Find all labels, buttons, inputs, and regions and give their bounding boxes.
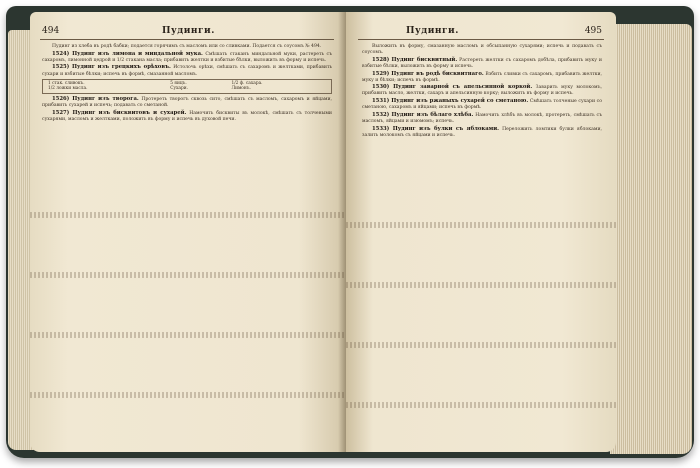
recipe-title: 1530) Пудинг заварной съ апельсинной коркой. <box>372 84 533 91</box>
box-cell: 1 стак. сливокъ. <box>48 80 85 86</box>
box-cell: 5 яицъ. <box>170 80 187 86</box>
right-running-head: Пудинги. <box>406 26 459 36</box>
right-page-number: 495 <box>584 26 602 36</box>
right-intro: Выложить въ форму, смазанную масломъ и обсыпанную сухарями; испечь и подавать съ соусомъ. <box>362 44 602 56</box>
recipe-text: Намочить хлѣбъ въ молокѣ, протереть, смѣшать съ масломъ, яйцами и изюмомъ; испечь. <box>362 112 602 124</box>
text-texture <box>346 282 616 288</box>
box-cell: Лимонъ. <box>231 86 251 92</box>
right-header-rule <box>358 39 604 40</box>
text-texture <box>30 212 346 218</box>
text-texture <box>30 392 346 398</box>
ingredients-box <box>42 79 332 94</box>
recipe-text: Смѣшать толченые сухари со сметаною, сахаромъ и яйцами; испечь въ формѣ. <box>362 99 602 111</box>
left-page-body <box>42 44 332 123</box>
left-intro: Пудинг из хлеба въ родѣ бабки; подается горячимъ съ масломъ или со сливками. Подается съ соусомъ № 494. <box>52 44 322 49</box>
recipe-text: Растереть желтки съ сахаромъ добѣла, прибавить муку и взбитые бѣлки, выложить въ форму и испечь. <box>362 57 602 69</box>
right-page-body <box>362 44 602 139</box>
recipe-text: Истолочь орѣхи, смѣшать съ сахаромъ и желтками, прибавить сухари и взбитые бѣлки; испечь въ формѣ, смазанной масломъ. <box>42 65 333 77</box>
recipe-text: Заварить муку молокомъ, прибавить масло, желтки, сахаръ и апельсинную корку; выложить въ форму и испечь. <box>362 85 602 97</box>
recipe-title: 1531) Пудинг изъ ржаныхъ сухарей со сметаною. <box>372 98 529 105</box>
box-cell: 1/2 ложки масла. <box>48 86 88 92</box>
recipe-title: 1527) Пудинг изъ бисквитовъ и сухарей. <box>52 109 187 116</box>
left-running-head: Пудинги. <box>162 26 215 36</box>
recipe-title: 1526) Пудинг изъ творога. <box>52 95 139 102</box>
box-cell: Сухари. <box>170 86 188 92</box>
right-page-edges <box>610 24 692 454</box>
recipe-title: 1524) Пудинг изъ лимона и миндальной мука. <box>52 50 203 57</box>
open-book <box>6 6 694 458</box>
left-page <box>30 12 346 452</box>
right-page <box>346 12 616 452</box>
recipe-text: Намочить бисквиты въ молокѣ, смѣшать съ толчеными сухарями, масломъ и желтками, положить въ форму и испечь въ духовой печи. <box>42 110 332 122</box>
text-texture <box>346 402 616 408</box>
recipe-text: Переложить ломтики булки яблоками, залить молокомъ съ яйцами и испечь. <box>362 126 602 138</box>
left-header-rule <box>40 39 334 40</box>
recipe-text: Взбить сливки съ сахаромъ, прибавить желтки, муку и бѣлки; испечь въ формѣ. <box>362 71 603 83</box>
recipe-title: 1529) Пудинг въ родѣ бисквитнаго. <box>372 70 484 77</box>
text-texture <box>30 272 346 278</box>
recipe-title: 1525) Пудинг изъ грецкихъ орѣховъ. <box>52 64 171 71</box>
recipe-text: Протереть творогъ сквозь сито, смѣшать съ масломъ, сахаромъ и яйцами, прибавить сухарей и испечь; подавать со сметаной. <box>42 96 333 108</box>
text-texture <box>30 332 346 338</box>
text-texture <box>346 342 616 348</box>
text-texture <box>346 222 616 228</box>
recipe-text: Смѣшать стаканъ миндальной муки, растереть съ сахаромъ, лимонной цедрой и 1/2 стакана масла; прибавить желтки и взбитые бѣлки, выложить въ форму и испечь. <box>42 51 332 63</box>
recipe-title: 1533) Пудинг изъ булки съ яблоками. <box>372 125 500 132</box>
left-page-number: 494 <box>42 26 60 36</box>
box-cell: 1/2 ф. сахара. <box>231 80 263 86</box>
recipe-title: 1532) Пудинг изъ бѣлаго хлѣба. <box>372 111 474 118</box>
recipe-title: 1528) Пудинг бисквитный. <box>372 56 458 63</box>
